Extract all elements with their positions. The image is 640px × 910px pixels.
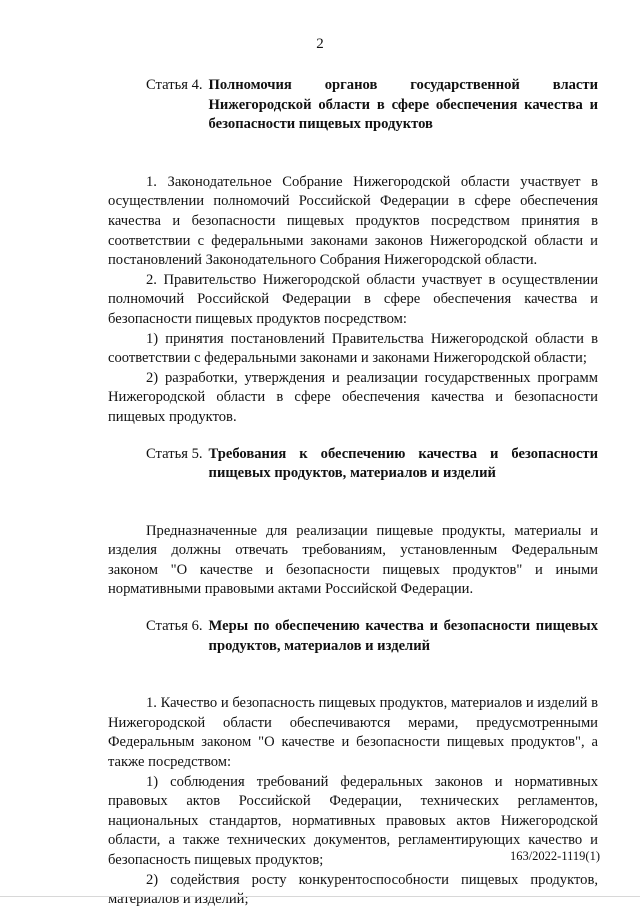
article-4-title: Полномочия органов государственной власти Нижегородской области в сфере обеспечения качества и безопасности пищевых продуктов <box>208 77 598 133</box>
article-6-heading <box>146 617 598 656</box>
page-number: 2 <box>316 36 324 52</box>
article-4-paragraph-1: 1. Законодательное Собрание Нижегородской области участвует в осуществлении полномочий Российской Федерации в сфере обеспечения качества и безопасности пищевых продуктов посредством принятия в соответствии с федеральными законами законов Нижегородской области и постановлений Законодательного Собрания Нижегородской области. <box>108 173 598 269</box>
article-6-paragraph-1: 1. Качество и безопасность пищевых продуктов, материалов и изделий в Нижегородской области обеспечиваются мерами, предусмотренными Федеральным законом "О качестве и безопасности пищевых продуктов", а также посредством: <box>108 695 598 771</box>
article-6-paragraph-2: 1) соблюдения требований федеральных законов и нормативных правовых актов Российской Федерации, технических регламентов, национальных стандартов, нормативных правовых актов Нижегородской области, а также технических документов, регламентирующих качество и безопасность пищевых продуктов; <box>108 773 598 868</box>
article-4-paragraph-3: 1) принятия постановлений Правительства Нижегородской области в соответствии с федеральными законами и законами Нижегородской области; <box>108 330 598 367</box>
article-5-title: Требования к обеспечению качества и безопасности пищевых продуктов, материалов и изделий <box>208 445 598 482</box>
article-6-paragraph-3: 2) содействия росту конкурентоспособности пищевых продуктов, материалов и изделий; <box>108 871 598 908</box>
article-4-label: Статья 4. <box>146 77 203 93</box>
page-bottom-edge <box>0 896 640 897</box>
article-5-paragraph-1: Предназначенные для реализации пищевые продукты, материалы и изделия должны отвечать требованиям, установленным Федеральным законом "О качестве и безопасности пищевых продуктов" и иными нормативными правовыми актами Российской Федерации. <box>108 522 598 598</box>
article-4-paragraph-2: 2. Правительство Нижегородской области участвует в осуществлении полномочий Российской Федерации в сфере обеспечения качества и безопасности пищевых продуктов посредством: <box>108 271 598 327</box>
article-6-label: Статья 6. <box>146 618 203 635</box>
article-4-paragraph-4: 2) разработки, утверждения и реализации государственных программ Нижегородской области в сфере обеспечения качества и безопасности пищевых продуктов. <box>108 369 598 425</box>
article-5-heading <box>146 445 598 484</box>
article-5-label: Статья 5. <box>146 445 203 462</box>
document-registration-code: 163/2022-1119(1) <box>509 849 600 863</box>
article-4-heading <box>146 76 598 135</box>
article-6-title: Меры по обеспечению качества и безопасности пищевых продуктов, материалов и изделий <box>208 618 598 654</box>
document-body <box>108 76 598 910</box>
